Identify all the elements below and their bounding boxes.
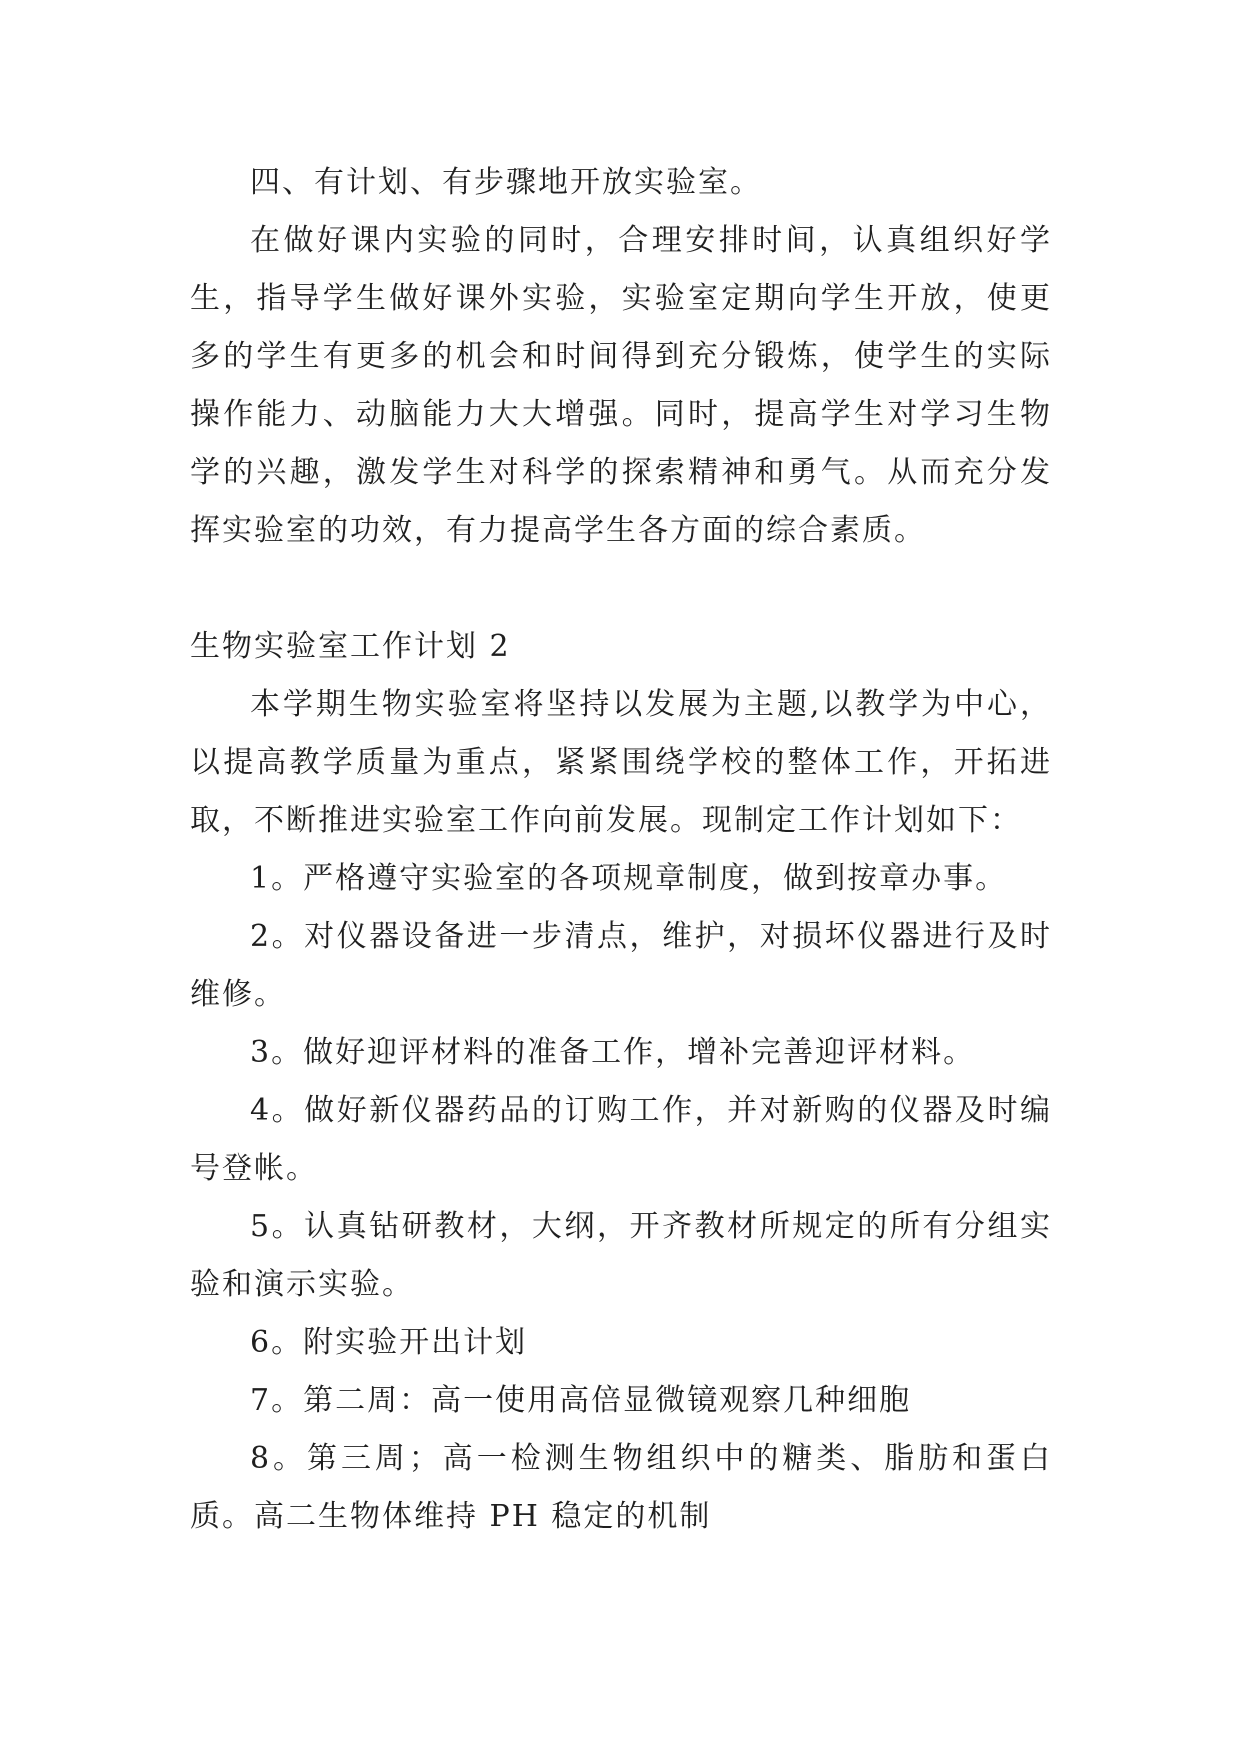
section-heading-open-lab: 四、有计划、有步骤地开放实验室。 [250,165,762,200]
list-item: 7。第二周：高一使用高倍显微镜观察几种细胞 [250,1383,912,1418]
paragraph-spacer [190,560,1052,618]
paragraph-open-lab: 在做好课内实验的同时，合理安排时间，认真组织好学生，指导学生做好课外实验，实验室定期向学生开放，使更多的学生有更多的机会和时间得到充分锻炼，使学生的实际操作能力、动脑能力大大增强。同时，提高学生对学习生物学的兴趣，激发学生对科学的探索精神和勇气。从而充分发挥实验室的功效，有力提高学生各方面的综合素质。 [190,223,1052,548]
document-section-title: 生物实验室工作计划 2 [190,629,511,664]
document-body [190,154,1052,1546]
list-item: 2。对仪器设备进一步清点，维护，对损坏仪器进行及时维修。 [190,919,1052,1012]
list-item: 3。做好迎评材料的准备工作，增补完善迎评材料。 [250,1035,976,1070]
paragraph-intro: 本学期生物实验室将坚持以发展为主题,以教学为中心，以提高教学质量为重点，紧紧围绕学校的整体工作，开拓进取，不断推进实验室工作向前发展。现制定工作计划如下： [190,687,1052,838]
list-item: 5。认真钻研教材，大纲，开齐教材所规定的所有分组实验和演示实验。 [190,1209,1052,1302]
list-item: 6。附实验开出计划 [250,1325,528,1360]
list-item: 1。严格遵守实验室的各项规章制度，做到按章办事。 [250,861,1008,896]
list-item: 4。做好新仪器药品的订购工作，并对新购的仪器及时编号登帐。 [190,1093,1052,1186]
list-item: 8。第三周；高一检测生物组织中的糖类、脂肪和蛋白质。高二生物体维持 PH 稳定的机制 [190,1441,1052,1534]
